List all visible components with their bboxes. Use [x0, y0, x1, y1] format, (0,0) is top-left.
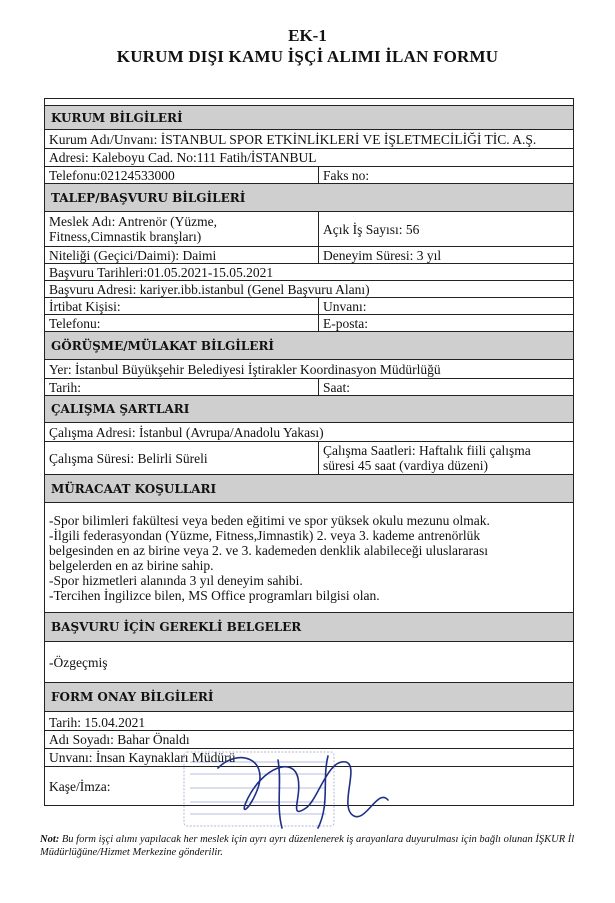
kurum-faks: Faks no: — [323, 167, 370, 183]
section-gorusme: GÖRÜŞME/MÜLAKAT BİLGİLERİ — [45, 332, 573, 360]
acik-is-sayisi: Açık İş Sayısı: 56 — [323, 221, 420, 237]
section-calisma: ÇALIŞMA ŞARTLARI — [45, 396, 573, 423]
annex-label: EK-1 — [288, 26, 327, 45]
muracaat-line: -Spor hizmetleri alanında 3 yıl deneyim sahibi. — [49, 573, 303, 588]
kase-imza: Kaşe/İmza: — [49, 778, 111, 794]
row-onay-unvan — [45, 749, 573, 767]
row-gorusme-tarih — [45, 379, 573, 396]
muracaat-line: -Spor bilimleri fakültesi veya beden eğitimi ve spor yüksek okulu mezunu olmak. — [49, 513, 490, 528]
row-basvuru-adres — [45, 281, 573, 298]
note-label: Not: — [40, 834, 60, 845]
meslek-line-2: Fitness,Cimnastik branşları) — [49, 229, 202, 244]
onay-unvan: Unvanı: İnsan Kaynakları Müdürü — [49, 750, 236, 765]
onay-adsoyad: Adı Soyadı: Bahar Önaldı — [49, 732, 190, 747]
muracaat-line: -İlgili federasyondan (Yüzme, Fitness,Jimnastik) 2. veya 3. kademe antrenörlük — [49, 528, 481, 543]
section-talep: TALEP/BAŞVURU BİLGİLERİ — [45, 184, 573, 212]
calisma-saatleri — [319, 442, 573, 474]
row-nitelik — [45, 247, 573, 264]
belge-ozgecmis: -Özgeçmiş — [49, 654, 108, 670]
row-onay-tarih — [45, 714, 573, 731]
muracaat-line: belgelerden en az birine sahip. — [49, 558, 214, 573]
row-kurum-ad — [45, 130, 573, 149]
basvuru-tarihleri: Başvuru Tarihleri:01.05.2021-15.05.2021 — [49, 264, 274, 280]
row-kurum-adres — [45, 149, 573, 167]
row-onay-ad — [45, 731, 573, 749]
section-belgeler: BAŞVURU İÇİN GEREKLİ BELGELER — [45, 613, 573, 642]
note-text: Bu form işçi alımı yapılacak her meslek için ayrı ayrı düzenlenerek iş arayanlara duyurulması için bağlı olunan İŞKUR İl Müdürlüğüne/Hizmet Merkezine gönderilir. — [40, 834, 575, 858]
irtibat-unvani: Unvanı: — [323, 298, 367, 314]
calisma-saatleri-line-1: Çalışma Saatleri: Haftalık fiili çalışma — [323, 443, 531, 458]
irtibat-eposta: E-posta: — [323, 315, 368, 331]
row-meslek — [45, 212, 573, 247]
onay-tarih: Tarih: 15.04.2021 — [49, 714, 146, 730]
calisma-suresi: Çalışma Süresi: Belirli Süreli — [45, 442, 319, 474]
kurum-telefon: Telefonu:02124533000 — [45, 167, 319, 183]
row-tarihler — [45, 264, 573, 281]
meslek-line-1: Meslek Adı: Antrenör (Yüzme, — [49, 214, 217, 229]
spacer — [45, 99, 573, 106]
row-calisma-adres — [45, 423, 573, 442]
section-onay: FORM ONAY BİLGİLERİ — [45, 683, 573, 712]
nitelik: Niteliği (Geçici/Daimi): Daimi — [45, 247, 319, 263]
form-title: KURUM DIŞI KAMU İŞÇİ ALIMI İLAN FORMU — [116, 47, 499, 66]
row-kurum-tel — [45, 167, 573, 184]
muracaat-line: belgesinden en az birine veya 2. ve 3. kademeden denklik alabileceği uluslararası — [49, 543, 488, 558]
job-posting-form — [44, 98, 574, 806]
irtibat-telefon: Telefonu: — [45, 315, 319, 331]
row-irtibat-tel — [45, 315, 573, 332]
kurum-adres: Adresi: Kaleboyu Cad. No:111 Fatih/İSTANBUL — [49, 150, 317, 165]
irtibat-kisisi: İrtibat Kişisi: — [45, 298, 319, 314]
gorusme-tarih: Tarih: — [45, 379, 319, 395]
meslek-adi — [45, 212, 319, 246]
row-irtibat — [45, 298, 573, 315]
muracaat-line: -Tercihen İngilizce bilen, MS Office programları bilgisi olan. — [49, 588, 380, 603]
footer-note — [40, 833, 580, 859]
row-calisma-sure — [45, 442, 573, 475]
calisma-saatleri-line-2: süresi 45 saat (vardiya düzeni) — [323, 458, 488, 473]
row-kase — [45, 767, 573, 805]
gorusme-yer: Yer: İstanbul Büyükşehir Belediyesi İştirakler Koordinasyon Müdürlüğü — [49, 361, 441, 377]
deneyim-suresi: Deneyim Süresi: 3 yıl — [323, 247, 442, 263]
kurum-ad: Kurum Adı/Unvanı: İSTANBUL SPOR ETKİNLİKLERİ VE İŞLETMECİLİĞİ TİC. A.Ş. — [49, 131, 537, 147]
section-kurum: KURUM BİLGİLERİ — [45, 106, 573, 130]
row-gorusme-yer — [45, 360, 573, 379]
calisma-adresi: Çalışma Adresi: İstanbul (Avrupa/Anadolu Yakası) — [49, 424, 324, 440]
gorusme-saat: Saat: — [323, 379, 350, 395]
muracaat-list — [45, 503, 573, 613]
section-muracaat: MÜRACAAT KOŞULLARI — [45, 475, 573, 503]
row-belgeler — [45, 642, 573, 683]
basvuru-adresi: Başvuru Adresi: kariyer.ibb.istanbul (Genel Başvuru Alanı) — [49, 281, 370, 297]
